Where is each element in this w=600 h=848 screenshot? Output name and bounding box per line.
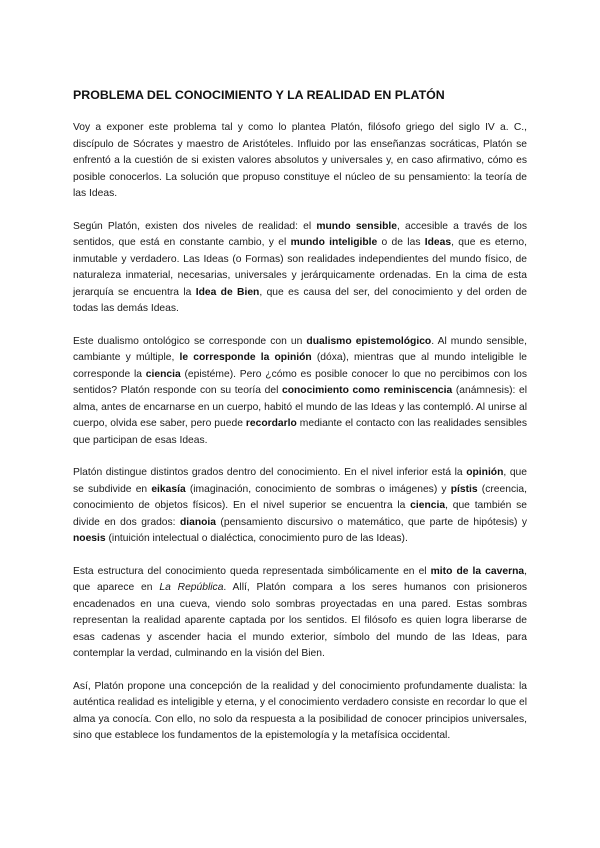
text-run: (imaginación, conocimiento de sombras o imágenes) y — [185, 483, 451, 495]
text-run: , que se subdivide en — [73, 467, 527, 495]
text-run: (anámnesis): el alma, antes de encarnarse en un cuerpo, habitó el mundo de las Ideas y las contempló. Al unirse al cuerpo, olvida ese saber, pero puede — [73, 385, 527, 429]
text-run: mediante el contacto con las realidades sensibles que participan de esas Ideas. — [73, 418, 527, 446]
text-run: (creencia, conocimiento de objetos físicos). En el nivel superior se encuentra la — [73, 483, 527, 511]
bold-term: pístis — [450, 483, 478, 495]
text-run: , que también se divide en dos grados: — [73, 500, 527, 528]
bold-term: le corresponde la opinión — [179, 352, 312, 363]
bold-term: ciencia — [145, 368, 181, 380]
bold-term: mito de la caverna — [430, 565, 525, 577]
bold-term: eikasía — [151, 483, 186, 495]
paragraph-2 — [73, 219, 527, 318]
text-run: (dóxa), mientras que al mundo inteligible le corresponde la — [73, 352, 527, 380]
bold-term: mundo sensible — [316, 220, 398, 232]
text-run: (intuición intelectual o dialéctica, conocimiento puro de las Ideas). — [105, 533, 408, 544]
text-run: , accesible a través de los sentidos, que está en constante cambio, y el — [73, 220, 527, 248]
bold-term: dianoia — [179, 516, 216, 528]
text-run: Platón distingue distintos grados dentro del conocimiento. En el nivel inferior está la — [73, 467, 467, 478]
text-run: , que aparece en — [73, 565, 527, 593]
bold-term: recordarlo — [245, 418, 297, 429]
text-run: Así, Platón propone una concepción de la realidad y del conocimiento profundamente dualista: la auténtica realidad es inteligible y eterna, y el conocimiento verdadero consiste en recordar lo que el alma ya conocía. Con ello, no solo da respuesta a la posibilidad de conocer principios universales, sino que establece los fundamentos de la epistemología y la metafísica occidental. — [73, 680, 527, 741]
paragraph-6 — [73, 679, 527, 745]
italic-title: La República — [159, 582, 224, 593]
bold-term: opinión — [466, 467, 504, 478]
document-title: PROBLEMA DEL CONOCIMIENTO Y LA REALIDAD EN PLATÓN — [73, 88, 445, 102]
bold-term: Idea de Bien — [195, 286, 260, 298]
document-content — [73, 88, 527, 761]
text-run: Este dualismo ontológico se corresponde con un — [73, 335, 307, 347]
bold-term: dualismo epistemológico — [306, 335, 432, 347]
text-run: , que es causa del ser, del conocimiento y del orden de todas las demás Ideas. — [73, 286, 527, 314]
text-run: , que es eterno, inmutable y verdadero. Las Ideas (o Formas) son realidades independientes del mundo físico, de naturaleza inmaterial, necesarias, universales y jerárquicamente ordenadas. En la cima de esta jerarquía se encuentra la — [73, 237, 527, 298]
text-run: o de las — [377, 237, 425, 248]
text-run: Según Platón, existen dos niveles de realidad: el — [73, 220, 317, 232]
text-run: (epistéme). Pero ¿cómo es posible conocer lo que no percibimos con los sentidos? Platón responde con su teoría del — [73, 368, 527, 396]
bold-term: conocimiento como reminiscencia — [281, 385, 453, 396]
bold-term: ciencia — [410, 500, 446, 511]
paragraph-1 — [73, 120, 527, 203]
text-run: . Allí, Platón compara a los seres humanos con prisioneros encadenados en una cueva, viendo solo sombras proyectadas en una pared. Estas sombras representan la realidad aparente captada por los sentidos. El filósofo es quien logra liberarse de esas cadenas y ascender hacia el mundo exterior, símbolo del mundo de las Ideas, para contemplar la verdad, culminando en la visión del Bien. — [73, 582, 527, 659]
text-run: Voy a exponer este problema tal y como lo plantea Platón, filósofo griego del siglo IV a. C., discípulo de Sócrates y maestro de Aristóteles. Influido por las enseñanzas socráticas, Platón se enfrentó a la cuestión de si existen valores absolutos y universales y, en caso afirmativo, cómo es posible conocerlos. La solución que propuso constituye el núcleo de su pensamiento: la teoría de las Ideas. — [73, 122, 527, 199]
text-run: (pensamiento discursivo o matemático, que parte de hipótesis) y — [216, 516, 527, 528]
text-run: Esta estructura del conocimiento queda representada simbólicamente en el — [73, 565, 431, 577]
text-run: . Al mundo sensible, cambiante y múltiple, — [73, 335, 527, 363]
bold-term: mundo inteligible — [290, 237, 378, 248]
bold-term: Ideas — [424, 237, 452, 248]
bold-term: noesis — [73, 533, 106, 544]
paragraph-5 — [73, 564, 527, 663]
paragraph-3 — [73, 334, 527, 450]
paragraph-4 — [73, 465, 527, 548]
